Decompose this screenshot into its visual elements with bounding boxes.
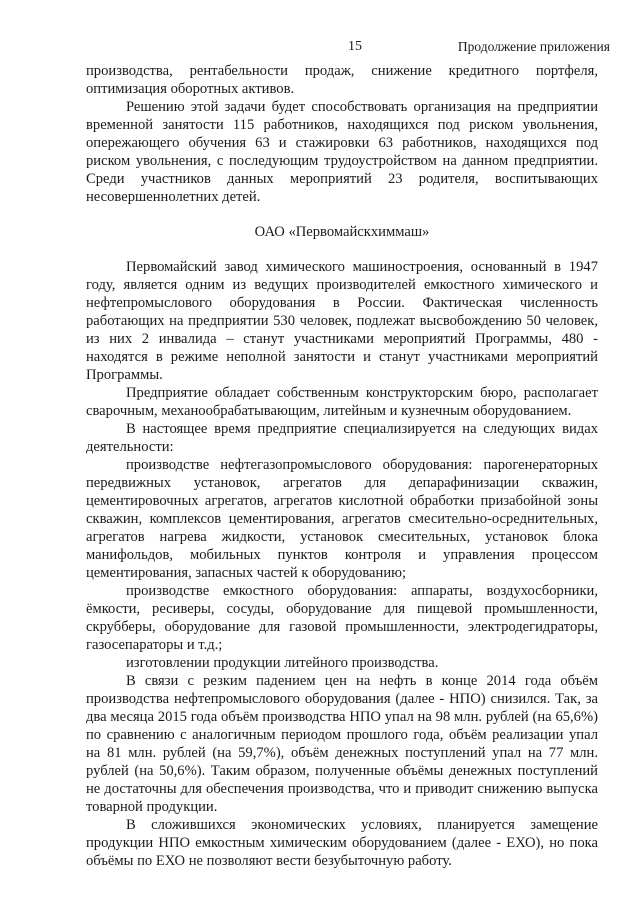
list-item: изготовлении продукции литейного производства. bbox=[126, 655, 439, 671]
list-item: производстве нефтегазопромыслового оборудования: парогенераторных передвижных установок, агрегатов для депарафинизации скважин, цементировочных агрегатов, агрегатов кислотной обработки призабойной зоны скважин, комплексов цементирования, агрегатов смесительно-осреднительных, агрегатов нагрева жидкости, установок смесительных, установок блока манифольдов, мобильных пунктов контроля и управления процессом цементирования, запасных частей к оборудованию; bbox=[86, 457, 598, 581]
page-number: 15 bbox=[348, 39, 362, 54]
paragraph: производства, рентабельности продаж, снижение кредитного портфеля, оптимизация оборотных активов. bbox=[86, 63, 598, 97]
paragraph: В сложившихся экономических условиях, планируется замещение продукции НПО емкостным химическим оборудованием (далее - ЕХО), но пока объёмы по ЕХО не позволяют вести безубыточную работу. bbox=[86, 817, 598, 869]
running-header: Продолжение приложения bbox=[457, 39, 610, 54]
paragraph: Первомайский завод химического машиностроения, основанный в 1947 году, является одним из ведущих производителей емкостного химического и нефтепромыслового оборудования в России. Фактическая численность работающих на предприятии 530 человек, подлежат высвобождению 50 человек, из них 2 инвалида – станут участниками мероприятий Программы, 480 - находятся в режиме неполной занятости и станут участниками мероприятий Программы. bbox=[86, 259, 598, 383]
paragraph: Решению этой задачи будет способствовать организация на предприятии временной занятости 115 работников, находящихся под риском увольнения, опережающего обучения 63 и стажировки 63 работников, находящихся под риском увольнения, с последующим трудоустройством на данном предприятии. Среди участников данных мероприятий 23 родителя, воспитывающих несовершеннолетних детей. bbox=[86, 99, 598, 205]
paragraph: В связи с резким падением цен на нефть в конце 2014 года объём производства нефтепромыслового оборудования (далее - НПО) снизился. Так, за два месяца 2015 года объём производства НПО упал на 98 млн. рублей (на 65,6%) по сравнению с аналогичным периодом прошлого года, объём реализации упал на 81 млн. рублей (на 59,7%), объём денежных поступлений упал на 77 млн. рублей (на 50,6%). Таким образом, полученные объёмы денежных поступлений не достаточны для обеспечения производства, что и приводит снижению выпуска товарной продукции. bbox=[86, 673, 598, 815]
list-item: производстве емкостного оборудования: аппараты, воздухосборники, ёмкости, ресиверы, сосуды, оборудование для пищевой промышленности, скрубберы, оборудование для газовой промышленности, электродегидраторы, газосепараторы и т.д.; bbox=[86, 583, 598, 653]
paragraph: Предприятие обладает собственным конструкторским бюро, располагает сварочным, механообрабатывающим, литейным и кузнечным оборудованием. bbox=[86, 385, 598, 419]
paragraph: В настоящее время предприятие специализируется на следующих видах деятельности: bbox=[86, 421, 598, 455]
document-body bbox=[86, 62, 598, 870]
section-title: ОАО «Первомайскхиммаш» bbox=[254, 224, 430, 240]
